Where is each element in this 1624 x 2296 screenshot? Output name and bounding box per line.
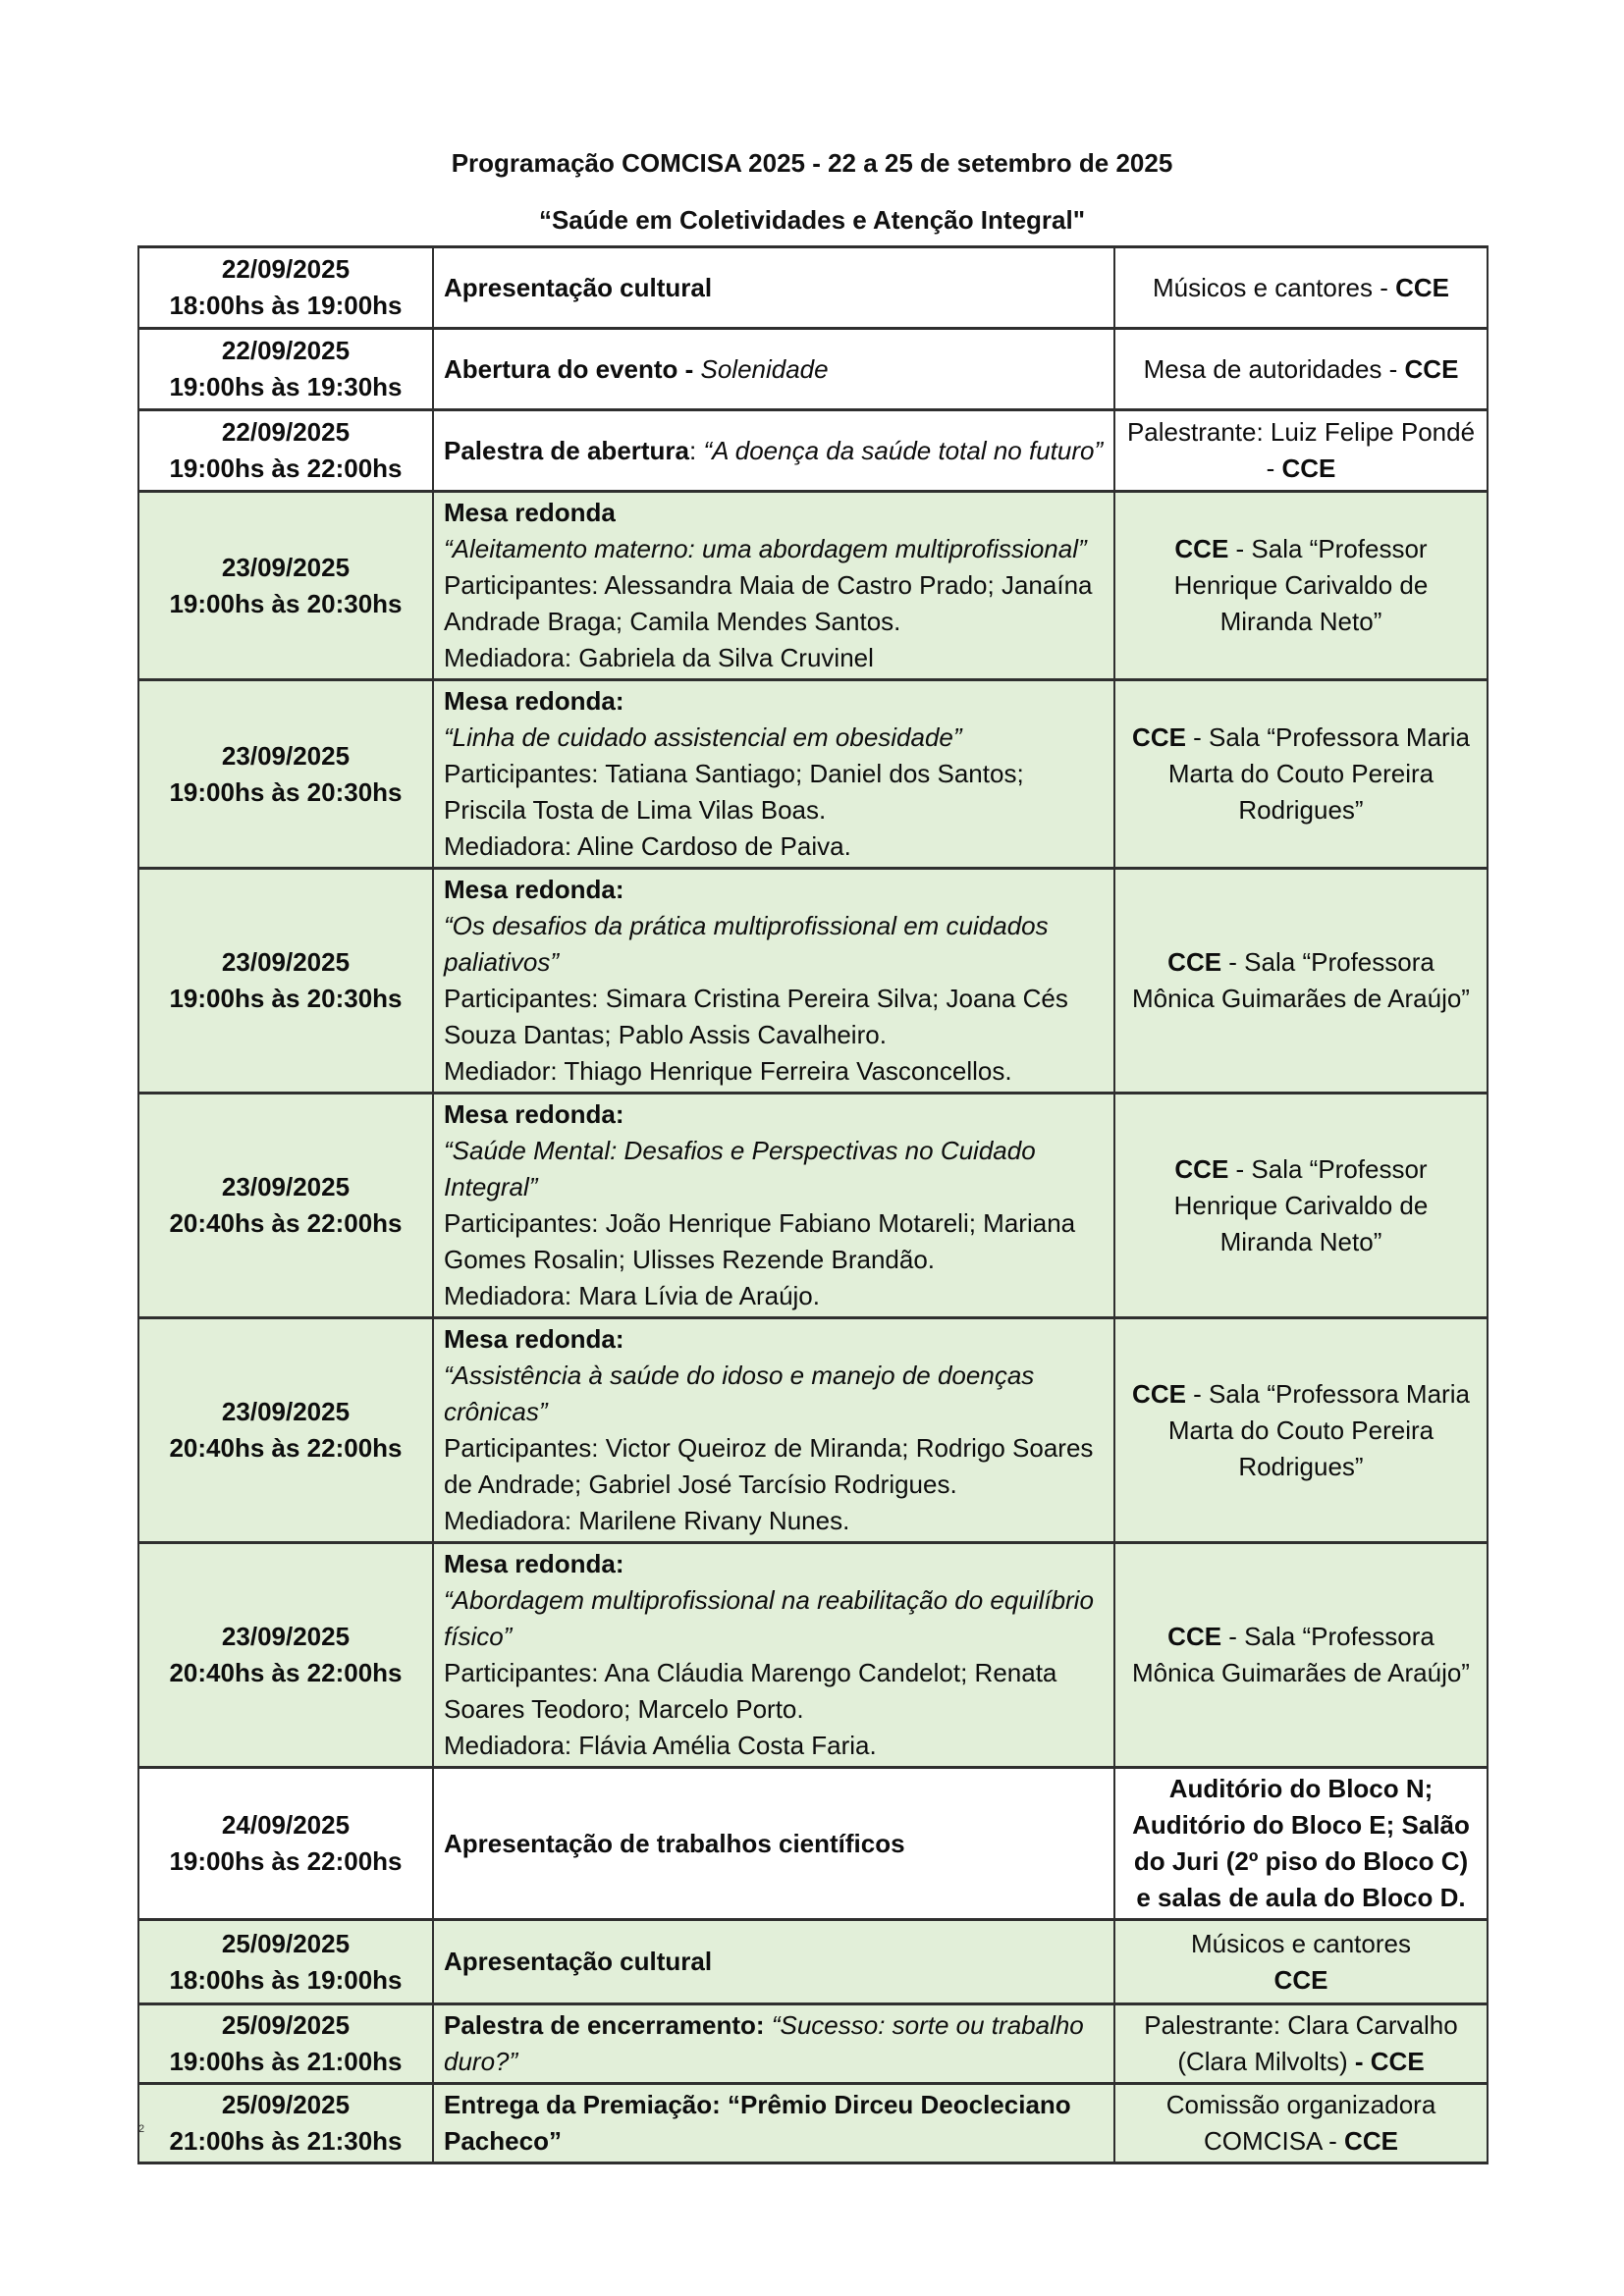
event-cell: [433, 247, 1114, 329]
table-row: [138, 329, 1488, 410]
text-run: Mediador: Thiago Henrique Ferreira Vasconcellos.: [444, 1056, 1012, 1086]
location-cell: [1114, 2084, 1488, 2163]
text-run: “A doença da saúde total no futuro”: [703, 435, 1104, 465]
time-text: 19:00hs às 21:00hs: [169, 2047, 403, 2076]
text-run: Participantes: Tatiana Santiago; Daniel dos Santos; Priscila Tosta de Lima Vilas Boas.: [444, 759, 1024, 825]
time-text: 20:40hs às 22:00hs: [169, 1658, 403, 1687]
location-cell: [1114, 1318, 1488, 1543]
text-run: :: [689, 435, 704, 465]
table-row: [138, 1318, 1488, 1543]
time-text: 19:00hs às 20:30hs: [169, 588, 403, 618]
date-text: 23/09/2025: [221, 740, 351, 771]
text-run: Apresentação cultural: [444, 1947, 713, 1976]
cell-line: [1125, 414, 1477, 487]
cell-line: [444, 1430, 1104, 1503]
event-cell: [433, 1543, 1114, 1768]
text-run: Músicos e cantores: [1191, 1928, 1411, 1958]
date-cell: [138, 1094, 433, 1318]
text-run: Mesa redonda:: [444, 1099, 624, 1129]
date-text: 23/09/2025: [221, 1622, 351, 1651]
text-run: - Sala “Professor Henrique Carivaldo de Miranda Neto”: [1173, 534, 1429, 636]
text-run: - Sala “Professora Maria Marta do Couto Pereira Rodrigues”: [1167, 722, 1470, 825]
text-run: “Abordagem multiprofissional na reabilitação do equilíbrio físico”: [444, 1585, 1094, 1651]
event-cell: [433, 869, 1114, 1094]
table-row: [138, 869, 1488, 1094]
program-table: [137, 245, 1489, 2164]
text-run: - CCE: [1354, 2047, 1425, 2076]
date-text: 23/09/2025: [221, 1172, 351, 1201]
location-cell: [1114, 1094, 1488, 1318]
text-run: “Linha de cuidado assistencial em obesidade”: [444, 722, 962, 752]
text-run: Participantes: João Henrique Fabiano Motareli; Mariana Gomes Rosalin; Ulisses Rezende Brandão.: [444, 1208, 1076, 1274]
location-cell: [1114, 680, 1488, 869]
text-run: - Sala “Professor Henrique Carivaldo de Miranda Neto”: [1173, 1153, 1429, 1256]
location-cell: [1114, 1768, 1488, 1920]
table-row: [138, 2084, 1488, 2163]
date-cell: [138, 410, 433, 492]
program-table-body: [138, 247, 1488, 2163]
text-run: - Sala “Professora Maria Marta do Couto Pereira Rodrigues”: [1167, 1378, 1470, 1481]
date-cell: [138, 869, 433, 1094]
date-text: 24/09/2025: [221, 1810, 351, 1840]
cell-line: [444, 756, 1104, 828]
cell-line: [444, 2087, 1104, 2160]
location-cell: [1114, 1920, 1488, 2004]
date-text: 22/09/2025: [221, 254, 351, 284]
cell-line: [444, 981, 1104, 1053]
date-cell: [138, 1318, 433, 1543]
text-run: “Os desafios da prática multiprofissional em cuidados paliativos”: [444, 911, 1049, 977]
text-run: Mediadora: Flávia Amélia Costa Faria.: [444, 1731, 877, 1760]
location-cell: [1114, 2004, 1488, 2084]
event-cell: [433, 2004, 1114, 2084]
event-cell: [433, 1094, 1114, 1318]
text-run: Abertura do evento -: [444, 353, 701, 384]
cell-line: [1125, 1151, 1477, 1260]
time-text: 19:00hs às 22:00hs: [169, 1846, 403, 1876]
date-text: 25/09/2025: [221, 2090, 351, 2119]
cell-line: [444, 2007, 1104, 2080]
time-text: 21:00hs às 21:30hs: [169, 2126, 403, 2156]
date-cell: [138, 2004, 433, 2084]
cell-line: [444, 495, 1104, 531]
table-row: [138, 410, 1488, 492]
location-cell: [1114, 329, 1488, 410]
date-cell: [138, 1920, 433, 2004]
text-run: Palestra de abertura: [444, 435, 690, 465]
date-text: 23/09/2025: [221, 1397, 351, 1426]
text-run: Palestrante: Luiz Felipe Pondé -: [1126, 417, 1476, 483]
date-cell: [138, 680, 433, 869]
footnote-mark: 2: [138, 2123, 145, 2135]
cell-line: [1125, 270, 1477, 306]
time-text: 19:00hs às 20:30hs: [169, 776, 403, 807]
date-cell: [138, 329, 433, 410]
text-run: Apresentação de trabalhos científicos: [444, 1828, 905, 1858]
text-run: Mesa redonda: [444, 498, 616, 527]
text-run: “Aleitamento materno: uma abordagem multiprofissional”: [444, 534, 1087, 563]
cell-line: [1125, 1771, 1477, 1916]
cell-line: [444, 1321, 1104, 1358]
text-run: Participantes: Alessandra Maia de Castro Prado; Janaína Andrade Braga; Camila Mendes Santos.: [444, 570, 1093, 636]
date-cell: [138, 2084, 433, 2163]
location-cell: [1114, 869, 1488, 1094]
event-cell: [433, 1768, 1114, 1920]
text-run: Auditório do Bloco N; Auditório do Bloco E; Salão do Juri (2º piso do Bloco C) e salas de aula do Bloco D.: [1132, 1774, 1470, 1912]
text-run: Mesa redonda:: [444, 1324, 624, 1354]
time-text: 20:40hs às 22:00hs: [169, 1208, 403, 1238]
date-text: 23/09/2025: [221, 947, 351, 977]
cell-line: [444, 683, 1104, 720]
text-run: CCE: [1174, 534, 1229, 563]
text-run: “Assistência à saúde do idoso e manejo de doenças crônicas”: [444, 1361, 1035, 1426]
cell-line: [444, 1358, 1104, 1430]
location-cell: [1114, 410, 1488, 492]
cell-line: [1125, 2087, 1477, 2160]
cell-line: [444, 720, 1104, 756]
table-row: [138, 1543, 1488, 1768]
time-text: 18:00hs às 19:00hs: [169, 1964, 403, 1995]
text-run: CCE: [1174, 1153, 1229, 1184]
text-run: CCE: [1404, 353, 1459, 384]
text-run: Músicos e cantores -: [1153, 272, 1396, 302]
text-run: Participantes: Victor Queiroz de Miranda; Rodrigo Soares de Andrade; Gabriel José Tarcísio Rodrigues.: [444, 1433, 1094, 1499]
text-run: - Sala “Professora Mônica Guimarães de Araújo”: [1132, 947, 1470, 1013]
text-run: CCE: [1167, 947, 1222, 977]
location-cell: [1114, 492, 1488, 680]
cell-line: [1125, 1376, 1477, 1485]
text-run: Entrega da Premiação: “Prêmio Dirceu Deocleciano Pacheco”: [444, 2090, 1071, 2156]
page-title: Programação COMCISA 2025 - 22 a 25 de setembro de 2025: [451, 148, 1173, 178]
cell-line: [444, 1503, 1104, 1539]
text-run: Apresentação cultural: [444, 272, 713, 302]
text-run: CCE: [1167, 1622, 1222, 1651]
text-run: CCE: [1281, 454, 1336, 483]
text-run: CCE: [1132, 722, 1186, 752]
text-run: Mesa de autoridades -: [1143, 353, 1405, 384]
cell-line: [1125, 2007, 1477, 2080]
text-run: “Saúde Mental: Desafios e Perspectivas no Cuidado Integral”: [444, 1136, 1036, 1201]
table-row: [138, 2004, 1488, 2084]
cell-line: [1125, 720, 1477, 828]
time-text: 18:00hs às 19:00hs: [169, 291, 403, 320]
location-cell: [1114, 1543, 1488, 1768]
text-run: Palestrante: Clara Carvalho (Clara Milvolts): [1144, 2010, 1458, 2076]
cell-line: [444, 433, 1104, 469]
cell-line: [444, 1133, 1104, 1205]
cell-line: [444, 531, 1104, 567]
text-run: Participantes: Simara Cristina Pereira Silva; Joana Cés Souza Dantas; Pablo Assis Cavalheiro.: [444, 984, 1068, 1049]
cell-line: [1125, 351, 1477, 388]
event-cell: [433, 1920, 1114, 2004]
event-cell: [433, 680, 1114, 869]
text-run: Mesa redonda:: [444, 1549, 624, 1578]
text-run: Comissão organizadora COMCISA -: [1165, 2090, 1436, 2156]
table-row: [138, 247, 1488, 329]
cell-line: [444, 1826, 1104, 1862]
text-run: Mediadora: Aline Cardoso de Paiva.: [444, 831, 851, 861]
cell-line: [444, 1546, 1104, 1582]
date-cell: [138, 492, 433, 680]
date-cell: [138, 247, 433, 329]
cell-line: [444, 351, 1104, 388]
heading-block: [0, 147, 1624, 236]
text-run: CCE: [1273, 1964, 1328, 1995]
page-subtitle: “Saúde em Coletividades e Atenção Integral": [538, 205, 1086, 235]
event-cell: [433, 1318, 1114, 1543]
text-run: CCE: [1132, 1378, 1186, 1409]
table-row: [138, 1768, 1488, 1920]
text-run: “Sucesso: sorte ou trabalho duro?”: [444, 2010, 1084, 2076]
date-text: 23/09/2025: [221, 552, 351, 582]
cell-line: [444, 1205, 1104, 1278]
text-run: CCE: [1344, 2126, 1398, 2156]
event-cell: [433, 410, 1114, 492]
date-text: 25/09/2025: [221, 2010, 351, 2040]
cell-line: [444, 1582, 1104, 1655]
time-text: 20:40hs às 22:00hs: [169, 1433, 403, 1463]
date-cell: [138, 1768, 433, 1920]
cell-line: [1125, 1619, 1477, 1691]
text-run: Mediadora: Marilene Rivany Nunes.: [444, 1506, 850, 1535]
table-row: [138, 1094, 1488, 1318]
event-cell: [433, 2084, 1114, 2163]
table-row: [138, 492, 1488, 680]
time-text: 19:00hs às 20:30hs: [169, 984, 403, 1013]
text-run: Mesa redonda:: [444, 875, 624, 904]
text-run: Mesa redonda:: [444, 686, 624, 716]
location-cell: [1114, 247, 1488, 329]
table-row: [138, 1920, 1488, 2004]
table-row: [138, 680, 1488, 869]
text-run: Mediadora: Mara Lívia de Araújo.: [444, 1281, 820, 1310]
cell-line: [444, 270, 1104, 306]
date-text: 22/09/2025: [221, 336, 351, 365]
cell-line: [444, 1096, 1104, 1133]
date-text: 22/09/2025: [221, 417, 351, 447]
cell-line: [444, 640, 1104, 676]
cell-line: [1125, 1962, 1477, 1999]
cell-line: [444, 1053, 1104, 1090]
text-run: Participantes: Ana Cláudia Marengo Candelot; Renata Soares Teodoro; Marcelo Porto.: [444, 1658, 1057, 1724]
cell-line: [444, 872, 1104, 908]
time-text: 19:00hs às 22:00hs: [169, 454, 403, 483]
text-run: Solenidade: [700, 353, 829, 384]
text-run: - Sala “Professora Mônica Guimarães de Araújo”: [1132, 1622, 1470, 1687]
text-run: Mediadora: Gabriela da Silva Cruvinel: [444, 643, 874, 672]
text-run: CCE: [1395, 272, 1449, 302]
cell-line: [1125, 531, 1477, 640]
event-cell: [433, 329, 1114, 410]
date-text: 25/09/2025: [221, 1928, 351, 1958]
cell-line: [444, 1944, 1104, 1980]
event-cell: [433, 492, 1114, 680]
cell-line: [444, 1278, 1104, 1314]
cell-line: [444, 908, 1104, 981]
cell-line: [444, 1728, 1104, 1764]
cell-line: [444, 828, 1104, 865]
cell-line: [1125, 944, 1477, 1017]
text-run: Palestra de encerramento:: [444, 2010, 772, 2040]
cell-line: [444, 1655, 1104, 1728]
cell-line: [444, 567, 1104, 640]
time-text: 19:00hs às 19:30hs: [169, 372, 403, 401]
date-cell: [138, 1543, 433, 1768]
cell-line: [1125, 1926, 1477, 1962]
